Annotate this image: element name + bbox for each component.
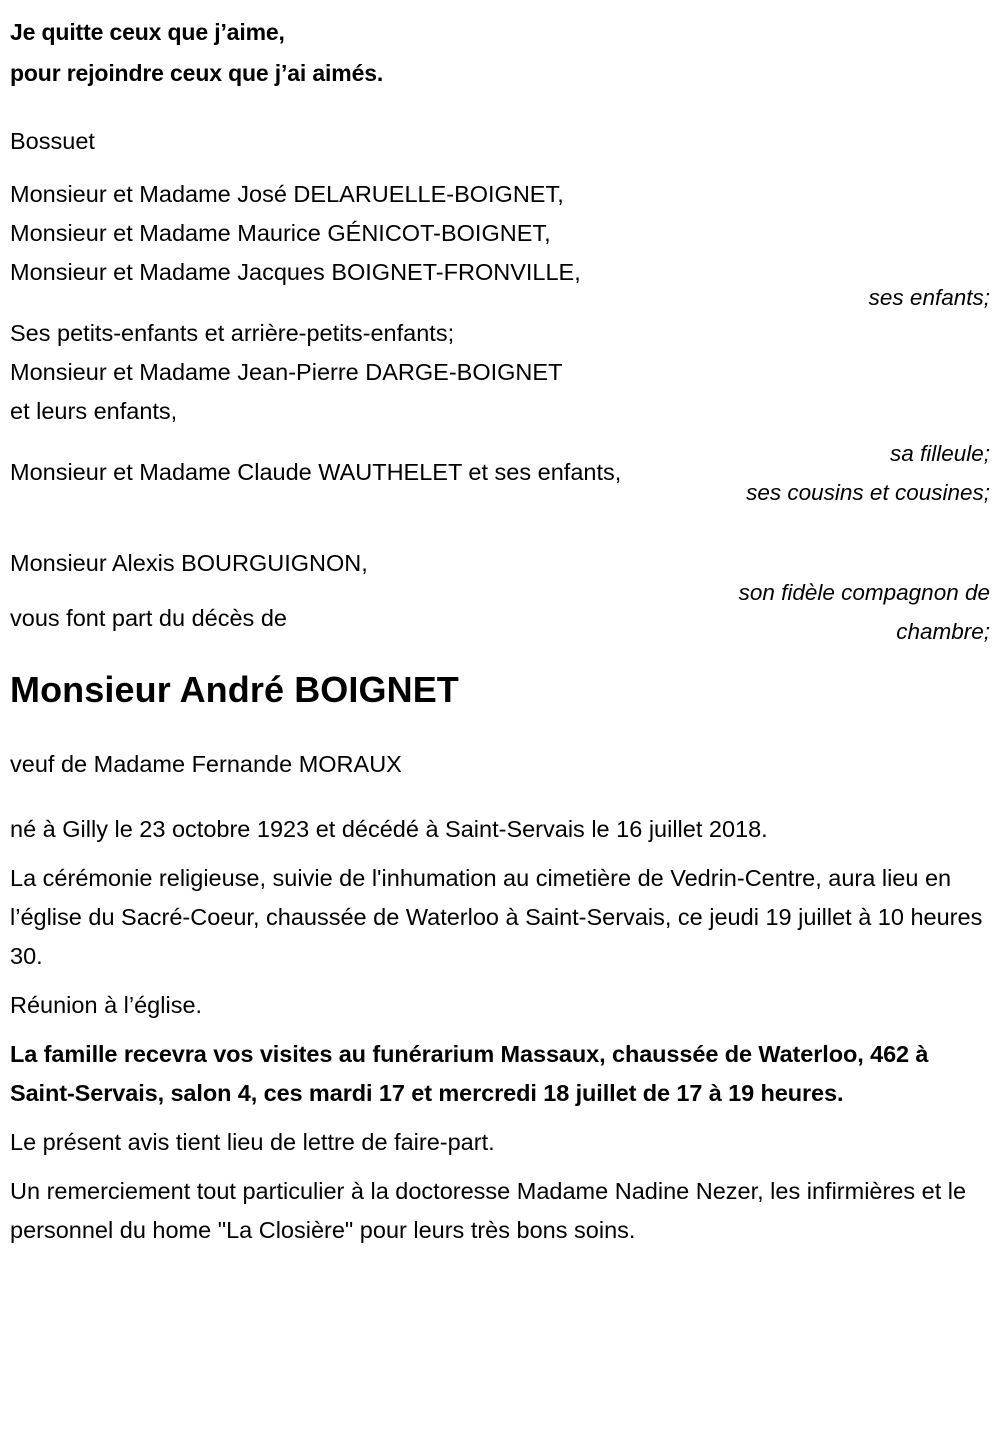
spacer	[10, 292, 730, 314]
family-role-goddaughter: sa filleule;	[889, 441, 990, 466]
gathering-line: Réunion à l’église.	[10, 992, 203, 1018]
family-role-cousins: ses cousins et cousines;	[746, 480, 990, 505]
family-name-line: Monsieur et Madame Maurice GÉNICOT-BOIGNET,	[10, 220, 551, 246]
birth-death-line: né à Gilly le 23 octobre 1923 et décédé à Saint-Servais le 16 juillet 2018.	[10, 816, 768, 842]
family-name-line: Monsieur et Madame Jacques BOIGNET-FRONVILLE,	[10, 259, 581, 285]
notice-line: Le présent avis tient lieu de lettre de faire-part.	[10, 1129, 495, 1155]
notice-content	[10, 0, 990, 1250]
family-names-column	[10, 175, 730, 583]
spacer	[10, 492, 730, 532]
spouse-line: veuf de Madame Fernande MORAUX	[10, 751, 402, 777]
family-name-line: Monsieur et Madame Claude WAUTHELET et ses enfants,	[10, 459, 622, 485]
family-name-line: Monsieur et Madame Jean-Pierre DARGE-BOIGNET	[10, 359, 563, 385]
deceased-name-heading: Monsieur André BOIGNET	[10, 669, 459, 710]
family-role-children: ses enfants;	[868, 285, 990, 310]
visits-paragraph: La famille recevra vos visites au funérarium Massaux, chaussée de Waterloo, 462 à Saint-Servais, salon 4, ces mardi 17 et mercredi 18 juillet de 17 à 19 heures.	[10, 1041, 929, 1106]
family-name-line: Monsieur et Madame José DELARUELLE-BOIGNET,	[10, 181, 564, 207]
family-name-line: Monsieur Alexis BOURGUIGNON,	[10, 550, 368, 576]
family-name-line: Ses petits-enfants et arrière-petits-enfants;	[10, 320, 455, 346]
family-role-companion: son fidèle compagnon de chambre;	[738, 580, 990, 644]
ceremony-paragraph: La cérémonie religieuse, suivie de l'inhumation au cimetière de Vedrin-Centre, aura lieu en l’église du Sacré-Coeur, chaussée de Waterloo à Saint-Servais, ce jeudi 19 juillet à 10 heures 30.	[10, 865, 983, 969]
family-name-line: et leurs enfants,	[10, 398, 178, 424]
announcement-leadin: vous font part du décès de	[10, 605, 287, 631]
spacer	[10, 532, 730, 544]
epigraph-attribution: Bossuet	[10, 128, 95, 154]
epigraph-line-2: pour rejoindre ceux que j’ai aimés.	[10, 60, 384, 86]
epigraph-line-1: Je quitte ceux que j’aime,	[10, 19, 285, 45]
spacer	[10, 431, 730, 453]
thanks-paragraph: Un remerciement tout particulier à la doctoresse Madame Nadine Nezer, les infirmières et le personnel du home "La Closière" pour leurs très bons soins.	[10, 1178, 967, 1243]
epigraph-block	[10, 0, 990, 161]
